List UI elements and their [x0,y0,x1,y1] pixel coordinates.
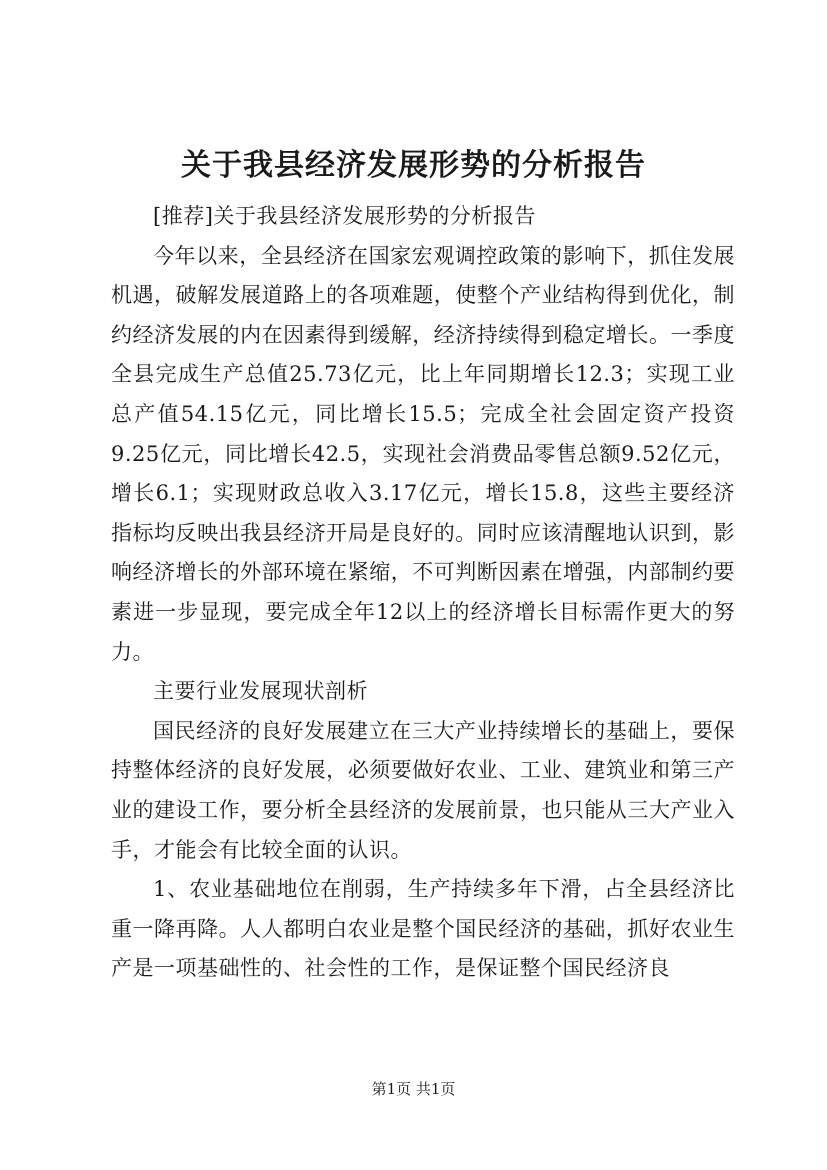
paragraph-industries: 国民经济的良好发展建立在三大产业持续增长的基础上，要保持整体经济的良好发展，必须要做好农业、工业、建筑业和第三产业的建设工作，要分析全县经济的发展前景，也只能从三大产业入手，才能会有比较全面的认识。 [111,718,735,862]
document-body [111,197,735,989]
page-footer: 第1页 共1页 [371,1080,456,1098]
paragraph-agriculture: 1、农业基础地位在削弱，生产持续多年下滑，占全县经济比重一降再降。人人都明白农业是整个国民经济的基础，抓好农业生产是一项基础性的、社会性的工作，是保证整个国民经济良 [111,877,735,981]
recommend-line: [推荐]关于我县经济发展形势的分析报告 [153,204,536,228]
paragraph-overview: 今年以来，全县经济在国家宏观调控政策的影响下，抓住发展机遇，破解发展道路上的各项难题，使整个产业结构得到优化，制约经济发展的内在因素得到缓解，经济持续得到稳定增长。一季度全县完成生产总值25.73亿元，比上年同期增长12.3；实现工业总产值54.15亿元，同比增长15.5；完成全社会固定资产投资9.25亿元，同比增长42.5，实现社会消费品零售总额9.52亿元，增长6.1；实现财政总收入3.17亿元，增长15.8，这些主要经济指标均反映出我县经济开局是良好的。同时应该清醒地认识到，影响经济增长的外部环境在紧缩，不可判断因素在增强，内部制约要素进一步显现，要完成全年12以上的经济增长目标需作更大的努力。 [111,243,735,664]
document-title: 关于我县经济发展形势的分析报告 [181,148,646,183]
section-heading: 主要行业发展现状剖析 [153,679,368,704]
